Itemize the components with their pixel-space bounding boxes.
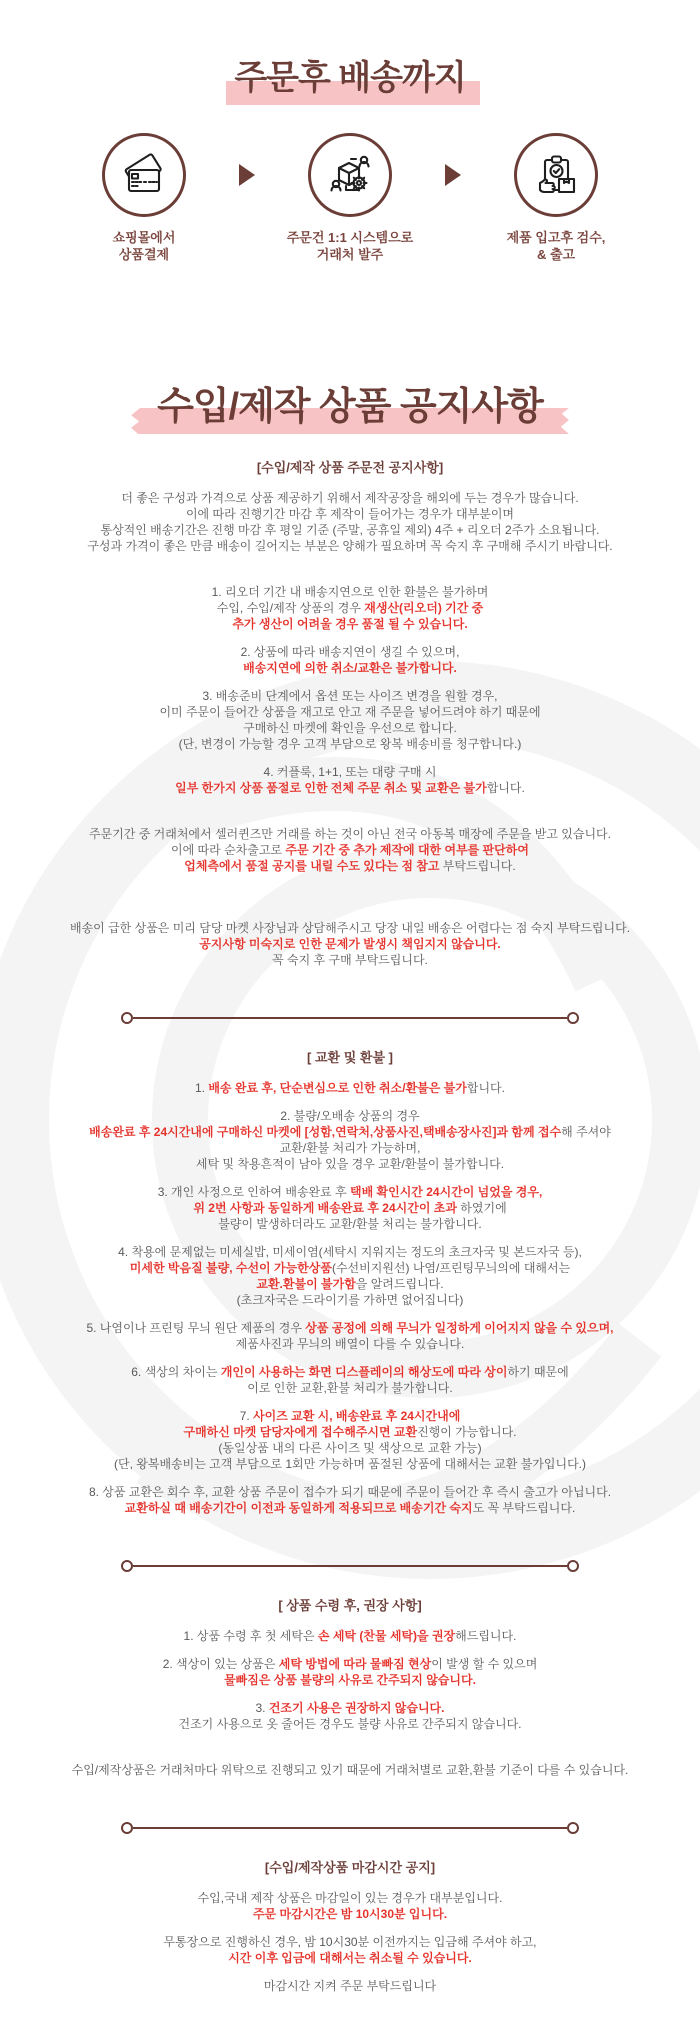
section-divider [121,1560,579,1572]
text-line [0,1700,700,1716]
text-line [0,1276,700,1292]
text-line [0,1456,700,1472]
paragraph [0,1700,700,1732]
text-line [0,1320,700,1336]
text-segment: 구매하신 마켓 담당자에게 접수해주시면 교환 [183,1425,418,1439]
text-segment: 교환.환불이 불가함 [256,1277,356,1291]
section-divider [121,1822,579,1834]
text-line [0,1364,700,1380]
section-header: [수입/제작상품 마감시간 공지] [264,1860,436,1875]
text-segment: 진행이 가능합니다. [417,1425,517,1439]
paragraph [0,826,700,874]
paragraph [0,1978,700,1994]
text-line [0,1934,700,1950]
text-segment: 물빠짐은 상품 불량의 사유로 간주되지 않습니다. [224,1673,476,1687]
step-label-line2: 상품결제 [118,247,170,262]
text-segment: 통상적인 배송기간은 진행 마감 후 평일 기준 (주말, 공휴일 제외) 4주 + 리오더 2주가 소요됩니다. [100,523,600,537]
text-segment: 을 알려드립니다. [355,1277,444,1291]
text-segment: 무통장으로 진행하신 경우, 밤 10시30분 이전까지는 입금해 주셔야 하고, [163,1935,537,1949]
text-line [0,858,700,874]
text-segment: 더 좋은 구성과 가격으로 상품 제공하기 위해서 제작공장을 해외에 두는 경우가 많습니다. [121,491,579,505]
paragraph [0,490,700,554]
text-line [0,920,700,936]
text-segment: (초크자국은 드라이기를 가하면 없어집니다) [236,1293,464,1307]
text-segment: 주문 마감시간은 밤 10시30분 입니다. [252,1907,448,1921]
paragraph [0,1628,700,1644]
text-segment: 하였기에 [456,1201,507,1215]
text-segment: 이에 따라 순차출고로 [171,843,286,857]
text-line [0,764,700,780]
text-segment: 세탁 방법에 따라 물빠짐 현상 [278,1657,432,1671]
text-segment: 구성과 가격이 좋은 만큼 배송이 길어지는 부분은 양해가 필요하며 꼭 숙지 후 구매해 주시기 바랍니다. [87,539,613,553]
text-segment: 건조기 사용으로 옷 줄어든 경우도 불량 사유로 간주되지 않습니다. [178,1717,522,1731]
step-label [507,229,606,263]
order-process-flow [0,133,700,263]
divider-end-dot [567,1822,579,1834]
text-segment: 수입, 수입/제작 상품의 경우 [216,601,365,615]
text-segment: 5. 나염이나 프린팅 무늬 원단 제품의 경우 [86,1321,306,1335]
inspection-shipping-icon [532,151,580,199]
notice-sections [0,460,700,1994]
text-line [0,780,700,796]
divider-line [133,1565,567,1568]
divider-end-dot [121,1560,133,1572]
section-divider [121,1012,579,1024]
text-line [0,720,700,736]
text-line [0,1408,700,1424]
paragraph [0,1408,700,1472]
text-segment: 해드립니다. [455,1629,517,1643]
text-segment: 손 세탁 (찬물 세탁)을 권장 [317,1629,456,1643]
section-header: [ 상품 수령 후, 권장 사항] [278,1598,422,1613]
divider-line [133,1017,567,1020]
text-segment: 시간 이후 입금에 대해서는 취소될 수 있습니다. [228,1951,472,1965]
paragraph [0,1184,700,1232]
process-step-order-system [255,133,445,263]
text-line [0,1950,700,1966]
text-segment: 4. 커플룩, 1+1, 또는 대량 구매 시 [263,765,437,779]
text-line [0,1108,700,1124]
text-segment: 배송지연에 의한 취소/교환은 불가합니다. [243,661,457,675]
step-icon-circle [514,133,598,217]
text-segment: 2. 상품에 따라 배송지연이 생길 수 있으며, [240,645,460,659]
text-segment: 재생산(리오더) 기간 중 [364,601,484,615]
text-segment: 불량이 발생하더라도 교환/환불 처리는 불가합니다. [218,1217,482,1231]
paragraph [0,1320,700,1352]
text-line [0,1716,700,1732]
text-segment: 공지사항 미숙지로 인한 문제가 발생시 책임지지 않습니다. [199,937,501,951]
text-segment: 교환하실 때 배송기간이 이전과 동일하게 적용되므로 배송기간 숙지 [124,1501,473,1515]
divider-end-dot [567,1012,579,1024]
text-segment: 하기 때문에 [507,1365,569,1379]
text-segment: (단, 변경이 가능할 경우 고객 부담으로 왕복 배송비를 청구합니다.) [178,737,522,751]
text-segment: 이 발생 할 수 있으며 [431,1657,538,1671]
text-segment: 배송완료 후 24시간내에 구매하신 마켓에 [성함,연락처,상품사진,택배송장사진]과 함께 접수 [89,1125,562,1139]
text-line [0,1672,700,1688]
text-line [0,1628,700,1644]
step-label-line2: 거래처 발주 [316,247,384,262]
text-line [0,952,700,968]
divider-end-dot [567,1560,579,1572]
paragraph [0,1108,700,1172]
text-line [0,522,700,538]
text-line [0,1424,700,1440]
text-segment: 일부 한가지 상품 품절로 인한 전체 주문 취소 및 교환은 불가 [175,781,487,795]
paragraph [0,764,700,796]
text-segment: 구매하신 마켓에 확인을 우선으로 합니다. [243,721,457,735]
paragraph [0,1484,700,1516]
arrow-right-icon [445,164,461,186]
text-segment: 4. 착용에 문제없는 미세실밥, 미세이염(세탁시 지워지는 정도의 초크자국 및 본드자국 등), [118,1245,582,1259]
paragraph [0,1890,700,1922]
credit-card-icon [120,151,168,199]
text-segment: 합니다. [486,781,525,795]
text-segment: 1. [195,1081,209,1095]
text-line [0,584,700,600]
text-line [0,1500,700,1516]
paragraph [0,688,700,752]
text-line [0,1260,700,1276]
page-title-text: 주문후 배송까지 [234,50,465,99]
text-segment: 해 주셔야 [561,1125,611,1139]
divider-line [133,1827,567,1830]
text-line [0,1440,700,1456]
text-segment: 마감시간 지켜 주문 부탁드립니다 [263,1979,437,1993]
text-segment: 미세한 박음질 불량, 수선이 가능한상품 [129,1261,332,1275]
text-line [0,688,700,704]
text-segment: 2. 색상이 있는 상품은 [162,1657,279,1671]
text-line [0,1380,700,1396]
text-segment: 7. [239,1409,254,1423]
text-segment: 합니다. [466,1081,505,1095]
step-label-line1: 제품 입고후 검수, [506,230,606,245]
text-segment: 주문기간 중 거래처에서 셀러퀸즈만 거래를 하는 것이 아닌 전국 아동복 매장에 주문을 받고 있습니다. [89,827,611,841]
step-label-line2: & 출고 [536,247,576,262]
section-header: [ 교환 및 환불 ] [307,1050,393,1065]
paragraph [0,1364,700,1396]
text-line [0,826,700,842]
text-segment: (수선비지원선) 나염/프린팅무늬의에 대해서는 [331,1261,571,1275]
text-segment: 배송이 급한 상품은 미리 담당 마켓 사장님과 상담해주시고 당장 내일 배송은 어렵다는 점 숙지 부탁드립니다. [69,921,631,935]
text-line [0,1080,700,1096]
step-label-line1: 쇼핑몰에서 [112,230,176,245]
paragraph [0,920,700,968]
text-line [0,842,700,858]
text-line [0,644,700,660]
text-segment: 이에 따라 진행기간 마감 후 제작이 들어가는 경우가 대부분이며 [185,507,515,521]
text-segment: 배송 완료 후, 단순변심으로 인한 취소/환불은 불가 [208,1081,467,1095]
paragraph [0,1080,700,1096]
text-segment: 3. [255,1701,269,1715]
text-segment: 꼭 숙지 후 구매 부탁드립니다. [272,953,428,967]
divider-end-dot [121,1012,133,1024]
text-line [0,936,700,952]
text-line [0,600,700,616]
step-label-line1: 주문건 1:1 시스템으로 [286,230,414,245]
text-segment: 6. 색상의 차이는 [131,1365,221,1379]
text-line [0,1156,700,1172]
text-segment: 도 꼭 부탁드립니다. [472,1501,576,1515]
order-system-icon [326,151,374,199]
paragraph [0,644,700,676]
paragraph [0,584,700,632]
text-line [0,490,700,506]
text-segment: 이로 인한 교환,환불 처리가 불가합니다. [247,1381,453,1395]
step-icon-circle [308,133,392,217]
divider-end-dot [121,1822,133,1834]
text-line [0,1484,700,1500]
text-segment: 1. 상품 수령 후 첫 세탁은 [183,1629,318,1643]
paragraph [0,1934,700,1966]
text-segment: 3. 개인 사정으로 인하여 배송완료 후 [157,1185,350,1199]
text-segment: 부탁드립니다. [439,859,516,873]
text-line [0,1656,700,1672]
paragraph [0,1762,700,1778]
text-line [0,1124,700,1140]
text-segment: 추가 생산이 어려울 경우 품절 될 수 있습니다. [232,617,468,631]
text-segment: 수입/제작상품은 거래처마다 위탁으로 진행되고 있기 때문에 거래처별로 교환,환불 기준이 다를 수 있습니다. [71,1763,629,1777]
text-line [0,1244,700,1260]
text-segment: 1. 리오더 기간 내 배송지연으로 인한 환불은 불가하며 [211,585,489,599]
text-segment: 상품 공정에 의해 무늬가 일정하게 이어지지 않을 수 있으며, [305,1321,614,1335]
text-segment: 위 2번 사항과 동일하게 배송완료 후 24시간이 초과 [193,1201,457,1215]
text-line [0,506,700,522]
text-segment: 수입,국내 제작 상품은 마감일이 있는 경우가 대부분입니다. [197,1891,503,1905]
text-segment: 세탁 및 착용흔적이 남아 있을 경우 교환/환불이 불가합니다. [195,1157,505,1171]
text-line [0,1292,700,1308]
text-segment: 업체측에서 품절 공지를 내릴 수도 있다는 점 참고 [184,859,440,873]
step-label [113,229,176,263]
text-line [0,1336,700,1352]
process-step-payment [49,133,239,263]
text-segment: (단, 왕복배송비는 고객 부담으로 1회만 가능하며 품절된 상품에 대해서는 교환 불가입니다.) [114,1457,586,1471]
text-segment: 택배 확인시간 24시간이 넘었을 경우, [350,1185,543,1199]
text-segment: 이미 주문이 들어간 상품을 재고로 안고 재 주문을 넣어드려야 하기 때문에 [159,705,541,719]
text-segment: 3. 배송준비 단계에서 옵션 또는 사이즈 변경을 원할 경우, [202,689,498,703]
text-segment: 2. 불량/오배송 상품의 경우 [280,1109,420,1123]
text-line [0,1140,700,1156]
section-header: [수입/제작 상품 주문전 공지사항] [256,460,444,475]
text-segment: 사이즈 교환 시, 배송완료 후 24시간내에 [253,1409,461,1423]
text-segment: 8. 상품 교환은 회수 후, 교환 상품 주문이 접수가 되기 때문에 주문이 들어간 후 즉시 출고가 아닙니다. [88,1485,612,1499]
step-icon-circle [102,133,186,217]
paragraph [0,1656,700,1688]
text-segment: 개인이 사용하는 화면 디스플레이의 해상도에 따라 상이 [220,1365,508,1379]
text-line [0,1184,700,1200]
text-line [0,538,700,554]
section-title-text: 수입/제작 상품 공지사항 [157,375,543,430]
text-line [0,704,700,720]
text-segment: (동일상품 내의 다른 사이즈 및 색상으로 교환 가능) [218,1441,482,1455]
text-line [0,736,700,752]
step-label [287,229,413,263]
text-segment: 제품사진과 무늬의 배열이 다를 수 있습니다. [235,1337,465,1351]
text-segment: 교환/환불 처리가 가능하며, [279,1141,421,1155]
text-line [0,1978,700,1994]
text-line [0,1890,700,1906]
text-segment: 주문 기간 중 추가 제작에 대한 여부를 판단하여 [285,843,529,857]
text-line [0,1762,700,1778]
text-segment: 건조기 사용은 권장하지 않습니다. [268,1701,445,1715]
process-step-inspection [461,133,651,263]
section-title [0,375,700,430]
text-line [0,1216,700,1232]
text-line [0,1906,700,1922]
paragraph [0,1244,700,1308]
arrow-right-icon [239,164,255,186]
text-line [0,1200,700,1216]
page-title [0,0,700,99]
text-line [0,616,700,632]
text-line [0,660,700,676]
